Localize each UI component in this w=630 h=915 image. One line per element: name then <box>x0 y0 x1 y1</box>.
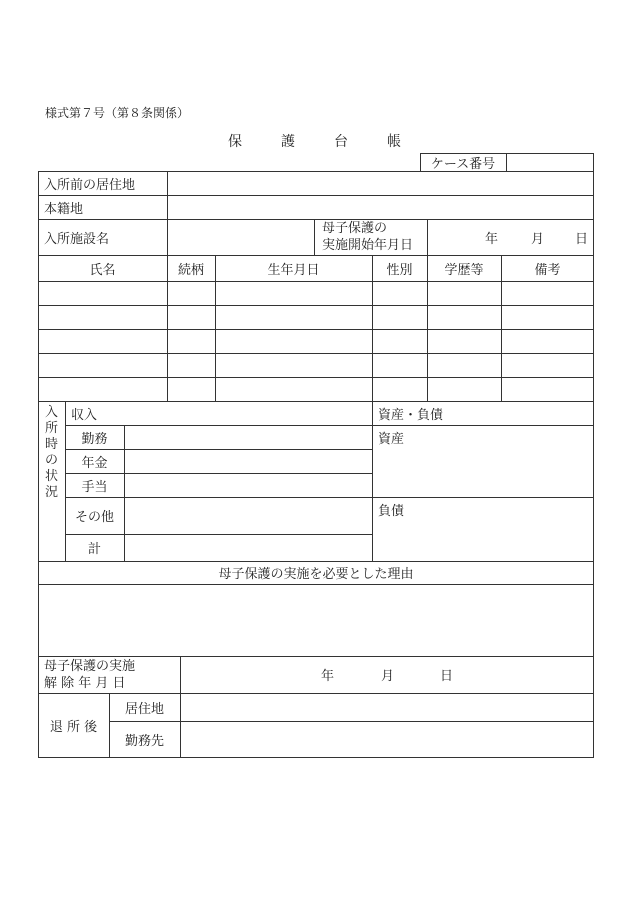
vertical-char: の <box>44 453 58 468</box>
case-number-field[interactable] <box>506 153 594 171</box>
column-header-birthdate: 生年月日 <box>267 262 320 278</box>
other-income-label: その他 <box>74 510 114 525</box>
title-char: 保 <box>228 134 243 150</box>
pension-field[interactable] <box>124 449 372 473</box>
work-income-label: 勤務 <box>81 431 108 447</box>
start-date-label-line1: 母子保護の <box>322 221 388 236</box>
protection-register-form <box>38 153 594 758</box>
facility-name-label: 入所施設名 <box>44 231 110 247</box>
release-date-label <box>38 656 180 693</box>
assets-liabilities-label: 資産・負債 <box>378 407 444 423</box>
vertical-char: 況 <box>44 485 58 500</box>
assets-label: 資産 <box>378 432 405 447</box>
previous-address-label: 入所前の居住地 <box>44 177 136 193</box>
allowance-field[interactable] <box>124 473 372 497</box>
vertical-char: 時 <box>44 437 58 452</box>
release-date-label-line2: 解 除 年 月 日 <box>44 675 126 691</box>
title-char: 台 <box>334 134 349 150</box>
after-leaving-workplace-field[interactable] <box>180 721 594 757</box>
after-leaving-residence-label: 居住地 <box>124 701 164 717</box>
date-month-label: 月 <box>531 231 545 247</box>
release-date-field[interactable] <box>180 656 594 693</box>
column-header-name: 氏名 <box>89 262 116 278</box>
date-year-label: 年 <box>485 231 499 247</box>
total-field[interactable] <box>124 534 372 561</box>
form-number-label: 様式第７号（第８条関係） <box>45 106 190 120</box>
date-year-label: 年 <box>321 669 335 684</box>
title-char: 護 <box>281 134 296 150</box>
domicile-label: 本籍地 <box>44 201 84 217</box>
date-day-label: 日 <box>440 669 454 684</box>
domicile-field[interactable] <box>167 195 594 219</box>
reason-field[interactable] <box>38 584 594 656</box>
after-leaving-workplace-label: 勤務先 <box>124 733 164 749</box>
work-income-field[interactable] <box>124 425 372 449</box>
vertical-char: 入 <box>44 405 58 420</box>
start-date-label-line2: 実施開始年月日 <box>322 238 414 253</box>
rule <box>38 757 594 758</box>
reason-label: 母子保護の実施を必要とした理由 <box>218 567 414 582</box>
column-header-relationship: 続柄 <box>177 262 204 278</box>
start-date-field[interactable] <box>427 219 594 255</box>
vertical-char: 状 <box>44 469 58 484</box>
column-header-sex: 性別 <box>386 262 413 278</box>
allowance-label: 手当 <box>81 479 108 495</box>
table-row[interactable] <box>38 329 594 353</box>
other-income-field[interactable] <box>124 497 372 534</box>
facility-name-field[interactable] <box>167 219 314 255</box>
page-title <box>0 131 630 151</box>
after-leaving-label: 退 所 後 <box>49 719 98 735</box>
previous-address-field[interactable] <box>167 171 594 195</box>
case-number-label: ケース番号 <box>430 156 496 171</box>
date-month-label: 月 <box>381 669 395 684</box>
title-char: 帳 <box>387 134 402 150</box>
after-leaving-residence-field[interactable] <box>180 693 594 721</box>
table-row[interactable] <box>38 353 594 377</box>
start-date-label <box>314 219 427 255</box>
table-row[interactable] <box>38 305 594 329</box>
income-label: 収入 <box>71 407 98 423</box>
date-day-label: 日 <box>575 231 589 247</box>
column-header-education: 学歴等 <box>444 262 484 278</box>
column-header-remarks: 備考 <box>534 262 561 278</box>
total-label: 計 <box>87 542 101 557</box>
table-row[interactable] <box>38 377 594 401</box>
liabilities-label: 負債 <box>378 504 405 519</box>
pension-label: 年金 <box>81 455 108 471</box>
vertical-char: 所 <box>44 421 58 436</box>
release-date-label-line1: 母子保護の実施 <box>44 658 136 674</box>
table-row[interactable] <box>38 281 594 305</box>
admission-status-vertical-label <box>38 401 65 561</box>
